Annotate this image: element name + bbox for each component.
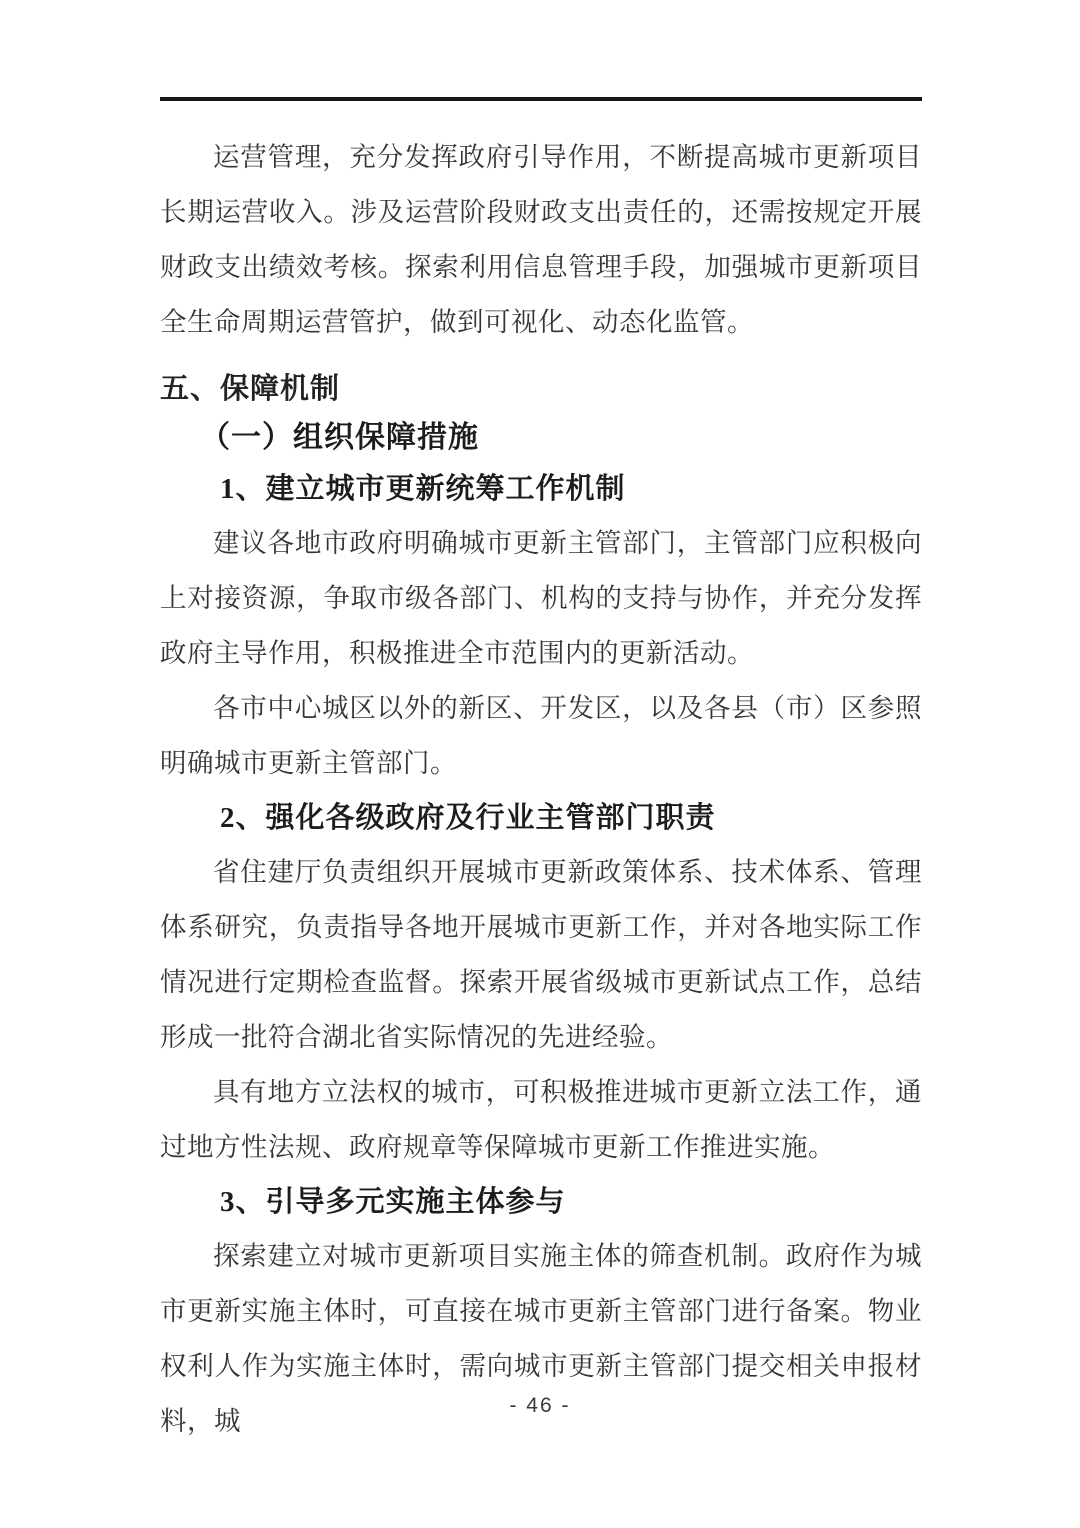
item-heading-government-responsibilities: 2、强化各级政府及行业主管部门职责 (220, 802, 716, 834)
section-heading-organizational-measures: （一）组织保障措施 (200, 421, 479, 454)
paragraph-municipal-authority: 建议各地市政府明确城市更新主管部门，主管部门应积极向上对接资源，争取市级各部门、机构的支持与协作，并充分发挥政府主导作用，积极推进全市范围内的更新活动。 (160, 528, 922, 668)
paragraph-screening-mechanism: 探索建立对城市更新项目实施主体的筛查机制。政府作为城市更新实施主体时，可直接在城市更新主管部门进行备案。物业权利人作为实施主体时，需向城市更新主管部门提交相关申报材料，城 (160, 1241, 922, 1436)
paragraph-local-legislation: 具有地方立法权的城市，可积极推进城市更新立法工作，通过地方性法规、政府规章等保障城市更新工作推进实施。 (160, 1077, 922, 1162)
paragraph-provincial-department: 省住建厅负责组织开展城市更新政策体系、技术体系、管理体系研究，负责指导各地开展城市更新工作，并对各地实际工作情况进行定期检查监督。探索开展省级城市更新试点工作，总结形成一批符合湖北省实际情况的先进经验。 (160, 857, 922, 1052)
chapter-heading-safeguard-mechanism: 五、保障机制 (160, 373, 341, 405)
page-footer (0, 1394, 1080, 1418)
item-heading-diverse-implementation: 3、引导多元实施主体参与 (220, 1186, 566, 1218)
header-rule (160, 97, 922, 101)
item-heading-coordination-mechanism: 1、建立城市更新统筹工作机制 (220, 473, 626, 505)
paragraph-district-reference: 各市中心城区以外的新区、开发区，以及各县（市）区参照明确城市更新主管部门。 (160, 693, 922, 778)
paragraph-operation-management: 运营管理，充分发挥政府引导作用，不断提高城市更新项目长期运营收入。涉及运营阶段财政支出责任的，还需按规定开展财政支出绩效考核。探索利用信息管理手段，加强城市更新项目全生命周期运营管护，做到可视化、动态化监管。 (160, 142, 922, 337)
page-number: - 46 - (509, 1394, 571, 1417)
document-content (160, 130, 922, 1449)
